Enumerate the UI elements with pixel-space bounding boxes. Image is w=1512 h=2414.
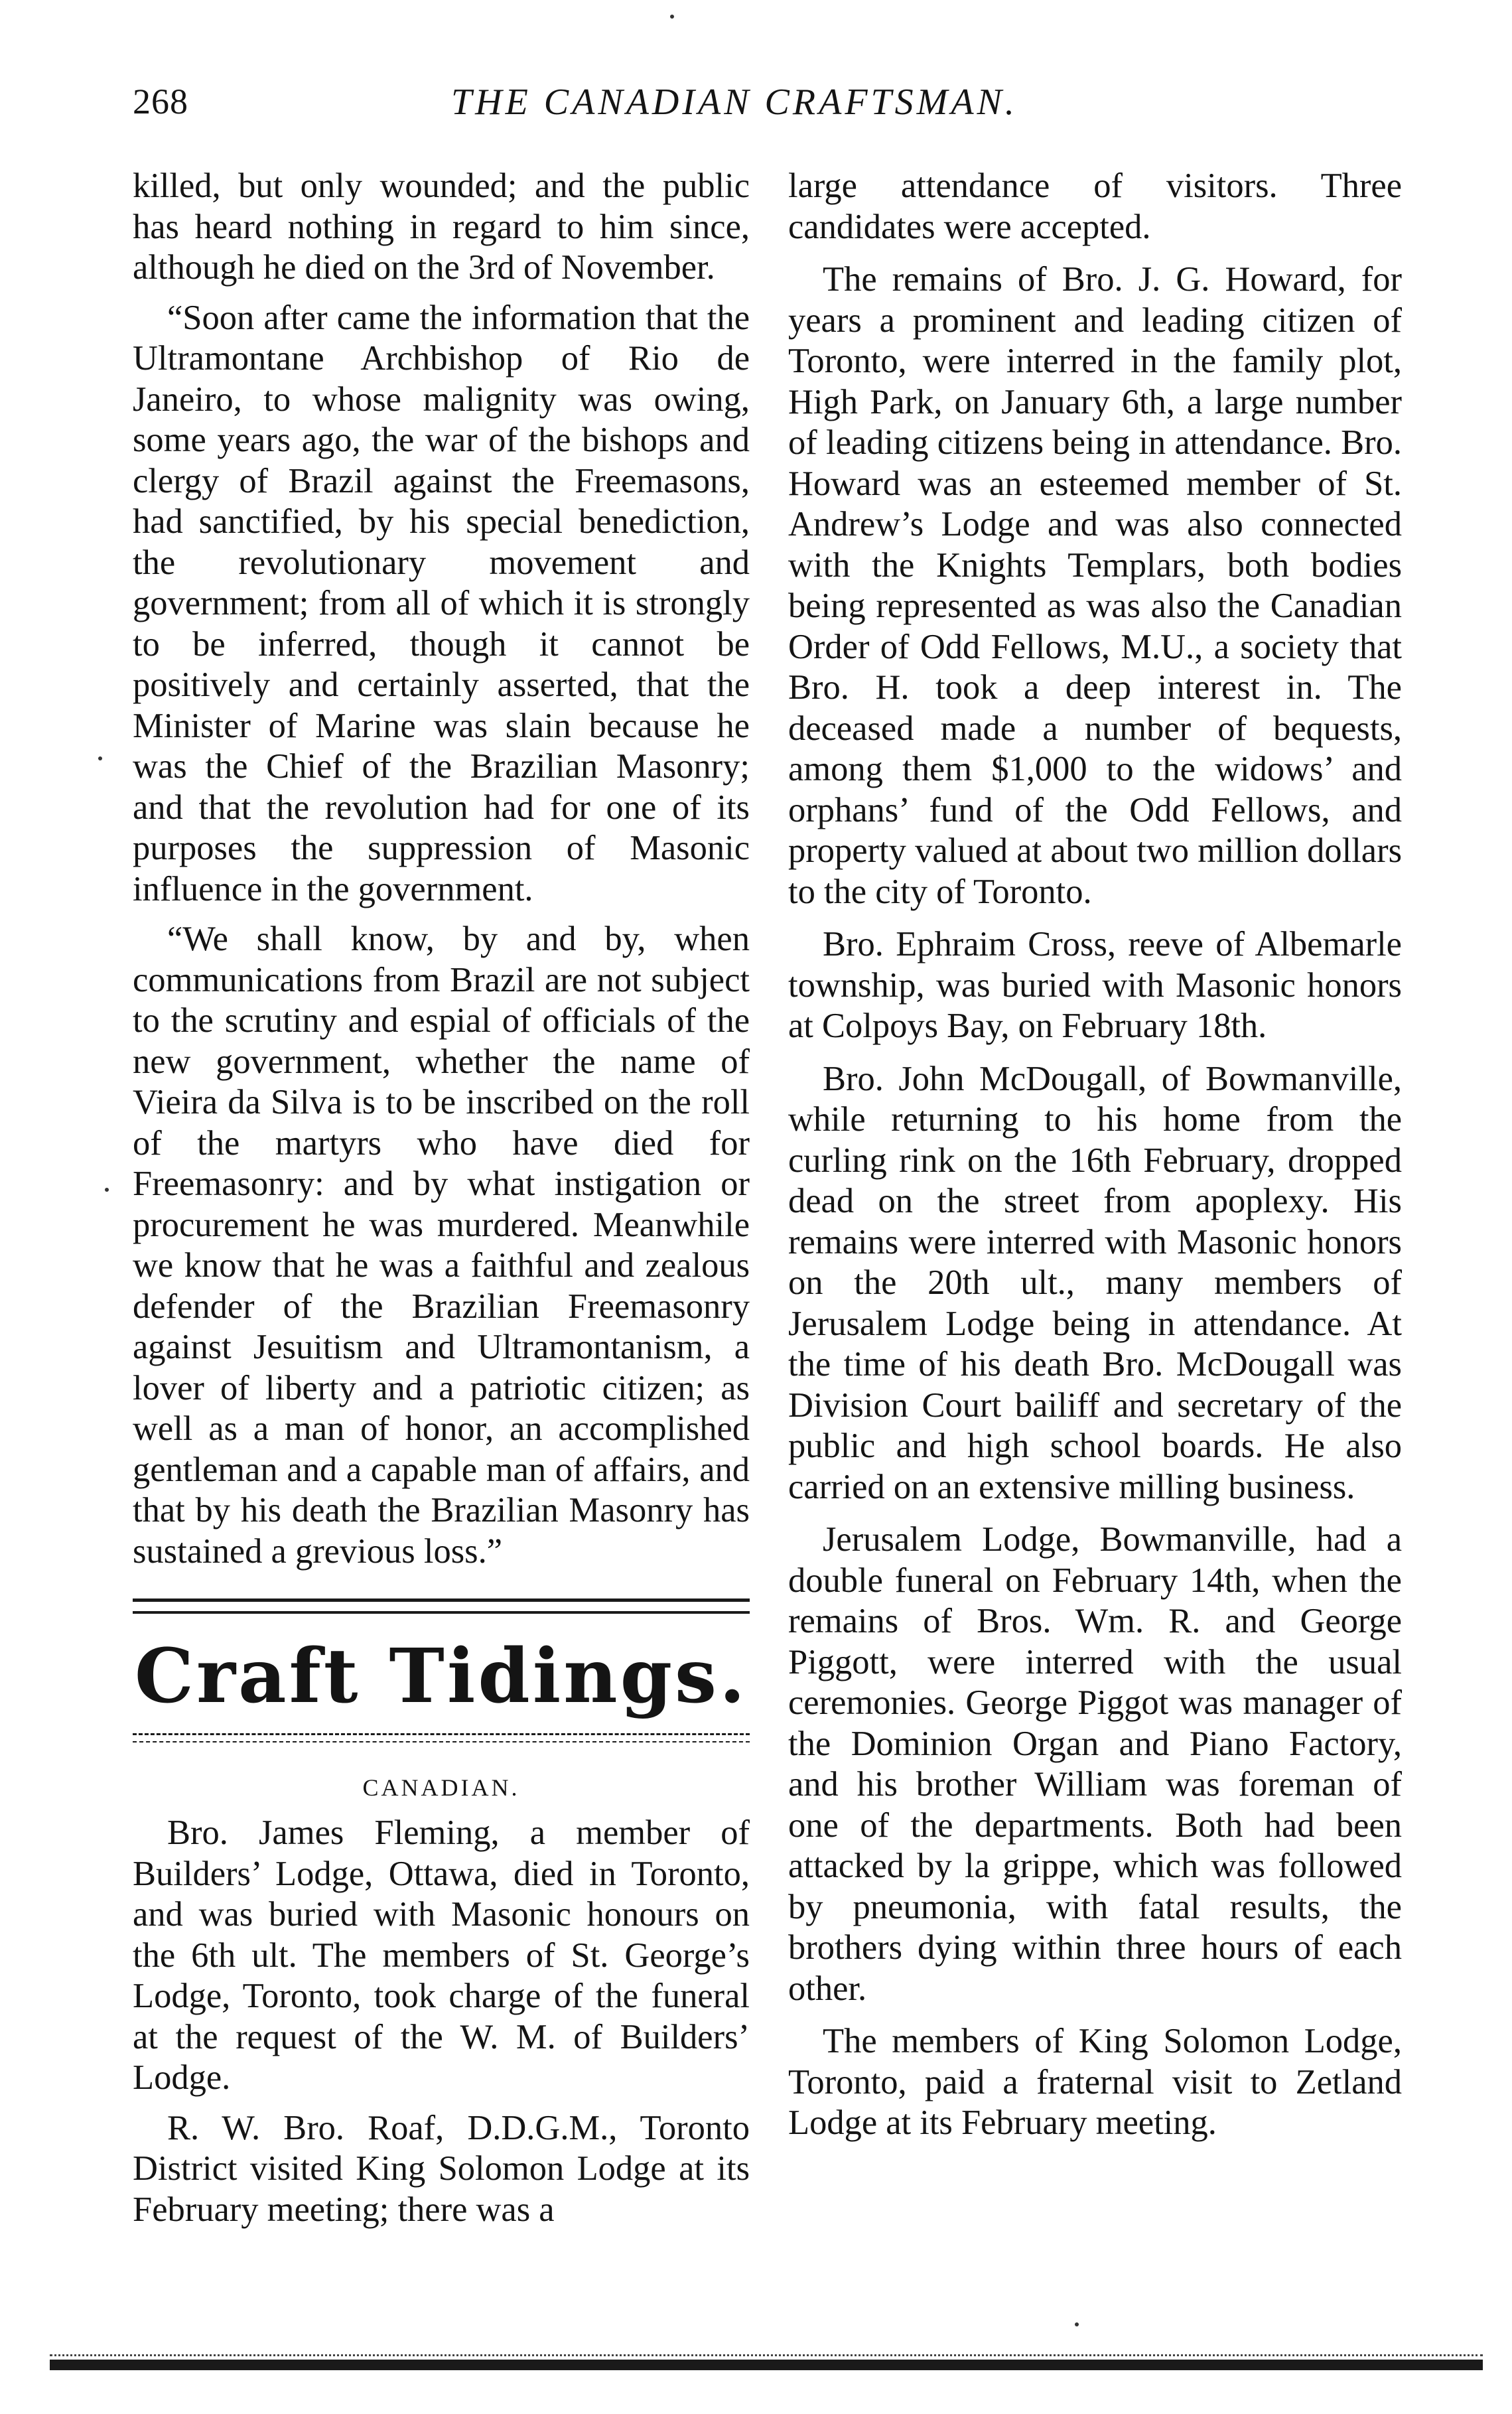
article-paragraph: killed, but only wounded; and the public has heard nothing in regard to him since, although he died on the 3rd of November. bbox=[133, 167, 750, 287]
page-header bbox=[93, 81, 1420, 134]
section-divider-rule bbox=[133, 1598, 750, 1614]
section-heading: Craft Tidings. bbox=[134, 1633, 748, 1720]
section-subheading: CANADIAN. bbox=[362, 1774, 520, 1801]
print-speck bbox=[670, 15, 674, 19]
page-number: 268 bbox=[133, 82, 188, 121]
news-item: The remains of Bro. J. G. Howard, for years a prominent and leading citizen of Toronto, were interred in the family plot, High Park, on January 6th, a large number of leading citizens being in attendance. Bro. Howard was an esteemed member of St. Andrew’s Lodge and was also connected with the Knights Templars, both bodies being represented as was also the Canadian Order of Odd Fellows, M.U., a society that Bro. H. took a deep interest in. The deceased made a number of bequests, among them $1,000 to the widows’ and orphans’ fund of the Odd Fellows, and property valued at about two million dollars to the city of Toronto. bbox=[788, 260, 1402, 911]
print-speck bbox=[1075, 2322, 1079, 2326]
news-item: large attendance of visitors. Three candidates were accepted. bbox=[788, 167, 1402, 246]
left-column bbox=[133, 166, 750, 2239]
right-column bbox=[788, 166, 1402, 2156]
news-item: Bro. John McDougall, of Bowmanville, while returning to his home from the curling rink on the 16th February, dropped dead on the street from apoplexy. His remains were interred with Masonic honors on the 20th ult., many members of Jerusalem Lodge being in attendance. At the time of his death Bro. McDougall was Division Court bailiff and secretary of the public and high school boards. He also carried on an extensive milling business. bbox=[788, 1059, 1402, 1506]
print-speck bbox=[98, 756, 102, 760]
news-item: Bro. James Fleming, a member of Builders’ Lodge, Ottawa, died in Toronto, and was buried with Masonic honours on the 6th ult. The members of St. George’s Lodge, Toronto, took charge of the funeral at the request of the W. M. of Builders’ Lodge. bbox=[133, 1813, 750, 2097]
article-paragraph: “Soon after came the information that the Ultramontane Archbishop of Rio de Janeiro, to whose malignity was owing, some years ago, the war of the bishops and clergy of Brazil against the Freemasons, had sanctified, by his special benediction, the revolutionary movement and government; from all of which it is strongly to be inferred, though it cannot be positively and certainly asserted, that the Minister of Marine was slain because he was the Chief of the Brazilian Masonry; and that the revolution had for one of its purposes the suppression of Masonic influence in the government. bbox=[133, 298, 750, 908]
running-title: THE CANADIAN CRAFTSMAN. bbox=[451, 82, 1018, 123]
print-speck bbox=[105, 1188, 109, 1192]
news-item: Jerusalem Lodge, Bowmanville, had a double funeral on February 14th, when the remains of Bros. Wm. R. and George Piggott, were interred with the usual ceremonies. George Piggot was manager of the Dominion Organ and Piano Factory, and his brother William was foreman of one of the departments. Both had been attacked by la grippe, which was followed by pneumonia, with fatal results, the brothers dying within three hours of each other. bbox=[788, 1520, 1402, 2008]
bottom-border-rule bbox=[50, 2360, 1483, 2370]
news-item: R. W. Bro. Roaf, D.D.G.M., Toronto District visited King Solomon Lodge at its February meeting; there was a bbox=[133, 2108, 750, 2229]
article-paragraph: “We shall know, by and by, when communications from Brazil are not subject to the scrutiny and espial of officials of the new government, whether the name of Vieira da Silva is to be inscribed on the roll of the martyrs who have died for Freemasonry: and by what instigation or procurement he was murdered. Meanwhile we know that he was a faithful and zealous defender of the Brazilian Freemasonry against Jesuitism and Ultramontanism, a lover of liberty and a patriotic citizen; as well as a man of honor, an accomplished gentleman and a capable man of affairs, and that by his death the Brazilian Masonry has sustained a grevious loss.” bbox=[133, 920, 750, 1571]
news-item: Bro. Ephraim Cross, reeve of Albemarle township, was buried with Masonic honors at Colpoys Bay, on February 18th. bbox=[788, 925, 1402, 1045]
news-item: The members of King Solomon Lodge, Toronto, paid a fraternal visit to Zetland Lodge at its February meeting. bbox=[788, 2022, 1402, 2142]
section-dashed-rule bbox=[133, 1733, 750, 1742]
